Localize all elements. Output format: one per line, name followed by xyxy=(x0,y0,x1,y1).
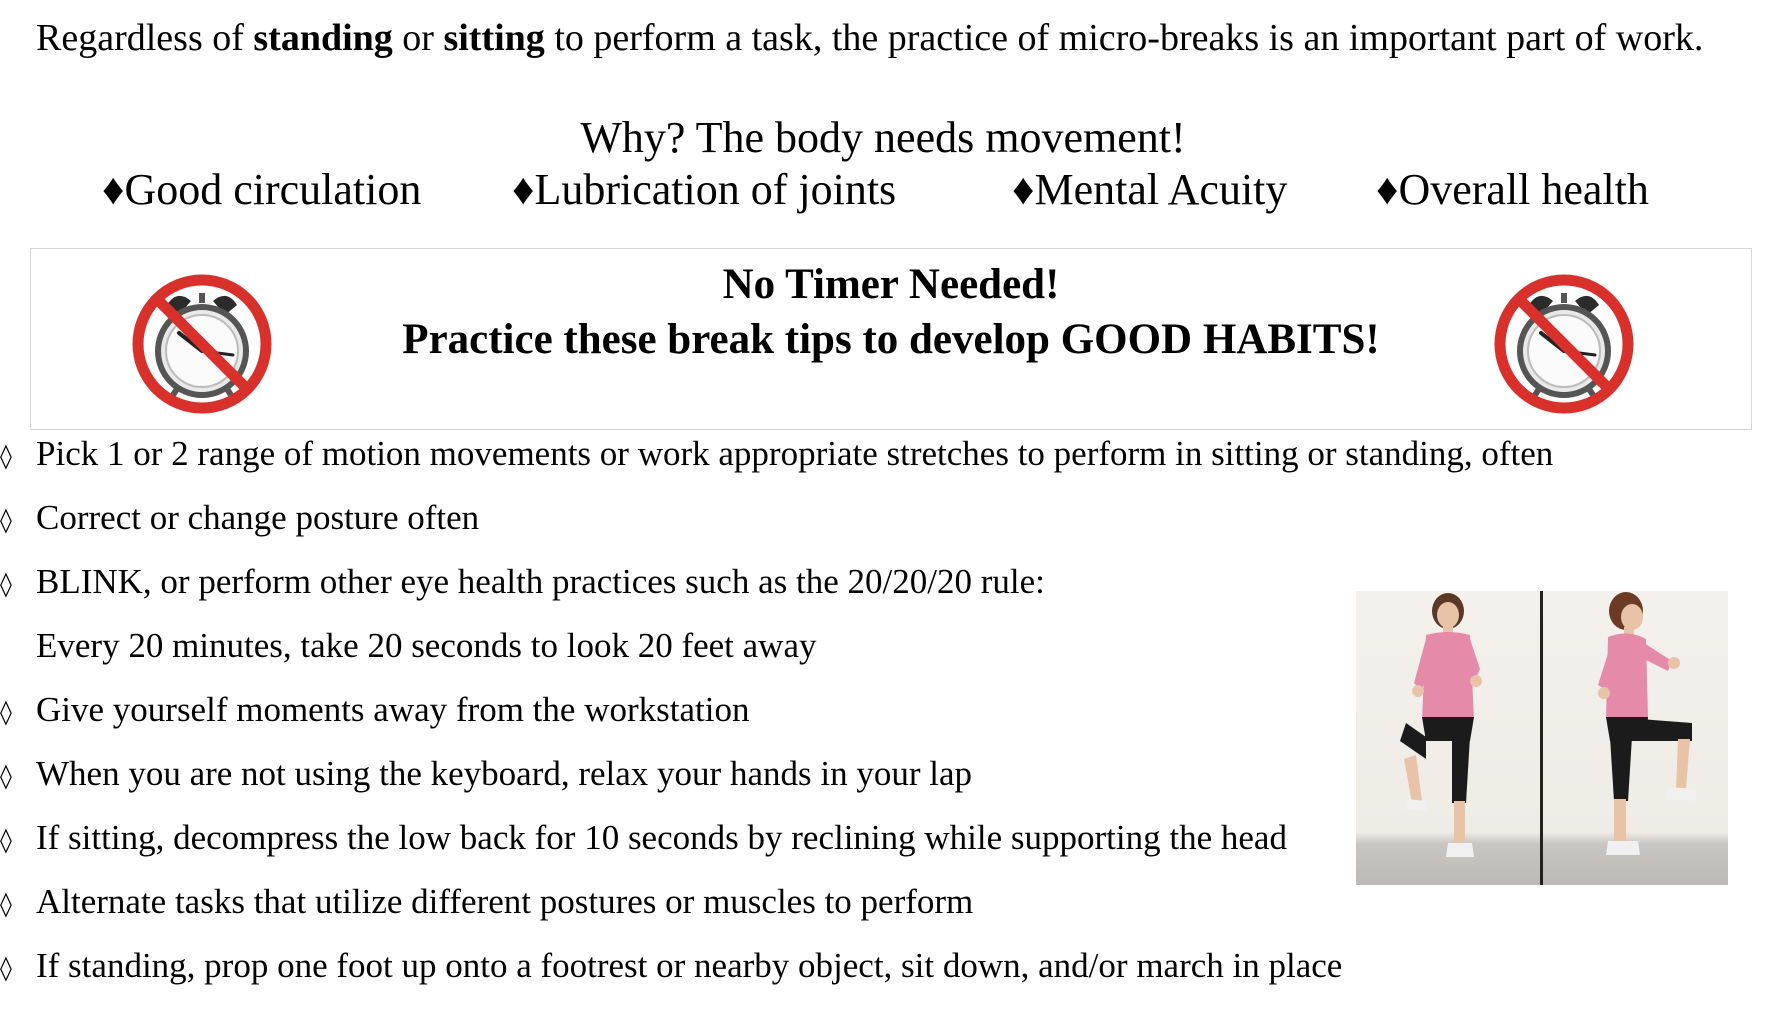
photo-divider xyxy=(1540,591,1543,885)
list-item xyxy=(0,494,1340,558)
marching-in-place-photo xyxy=(1356,591,1728,885)
list-item xyxy=(0,750,1340,814)
intro-sitting-bold: sitting xyxy=(443,17,545,59)
intro-text-1: Regardless of xyxy=(36,17,254,59)
intro-standing-bold: standing xyxy=(253,17,393,59)
no-timer-banner xyxy=(30,248,1752,430)
list-item xyxy=(0,622,1340,686)
benefit-lubrication-of-joints: ♦Lubrication of joints xyxy=(512,165,897,214)
list-item xyxy=(0,558,1340,622)
why-heading: Why? The body needs movement! xyxy=(580,113,1186,162)
list-item xyxy=(0,942,1343,1006)
intro-paragraph xyxy=(36,14,1736,62)
diamond-bullet-icon: ◊ xyxy=(0,826,12,854)
list-item xyxy=(0,686,1340,750)
list-item xyxy=(0,430,1554,494)
tip-text: Correct or change posture often xyxy=(36,498,480,537)
tip-text: Alternate tasks that utilize different postures or muscles to perform xyxy=(36,882,974,921)
diamond-bullet-icon: ◊ xyxy=(0,442,12,470)
no-alarm-clock-icon xyxy=(1491,271,1637,417)
benefit-mental-acuity: ♦Mental Acuity xyxy=(1012,165,1288,214)
benefit-good-circulation: ♦Good circulation xyxy=(102,165,422,214)
diamond-bullet-icon: ◊ xyxy=(0,570,12,598)
diamond-bullet-icon: ◊ xyxy=(0,954,12,982)
tip-text: Give yourself moments away from the workstation xyxy=(36,690,750,729)
benefit-overall-health: ♦Overall health xyxy=(1376,165,1649,214)
intro-text-3: to perform a task, the practice of micro-breaks is an important part of work. xyxy=(544,17,1704,59)
figure-side-view xyxy=(1598,592,1696,855)
diamond-bullet-icon: ◊ xyxy=(0,698,12,726)
tip-text: If standing, prop one foot up onto a footrest or nearby object, sit down, and/or march in place xyxy=(36,946,1343,985)
tip-text: Pick 1 or 2 range of motion movements or work appropriate stretches to perform in sitting or standing, often xyxy=(36,434,1554,473)
diamond-bullet-icon: ◊ xyxy=(0,890,12,918)
tip-text: If sitting, decompress the low back for 10 seconds by reclining while supporting the head xyxy=(36,818,1287,857)
figure-front-view xyxy=(1400,593,1482,857)
tip-text: When you are not using the keyboard, relax your hands in your lap xyxy=(36,754,972,793)
list-item xyxy=(0,814,1340,878)
banner-title: No Timer Needed! xyxy=(722,261,1060,308)
tip-text: BLINK, or perform other eye health practices such as the 20/20/20 rule: xyxy=(36,562,1045,601)
intro-text-2: or xyxy=(392,17,444,59)
banner-subtitle: Practice these break tips to develop GOOD HABITS! xyxy=(402,316,1380,363)
diamond-bullet-icon: ◊ xyxy=(0,762,12,790)
tip-text: Every 20 minutes, take 20 seconds to look 20 feet away xyxy=(36,626,817,665)
list-item xyxy=(0,878,1340,942)
diamond-bullet-icon: ◊ xyxy=(0,506,12,534)
